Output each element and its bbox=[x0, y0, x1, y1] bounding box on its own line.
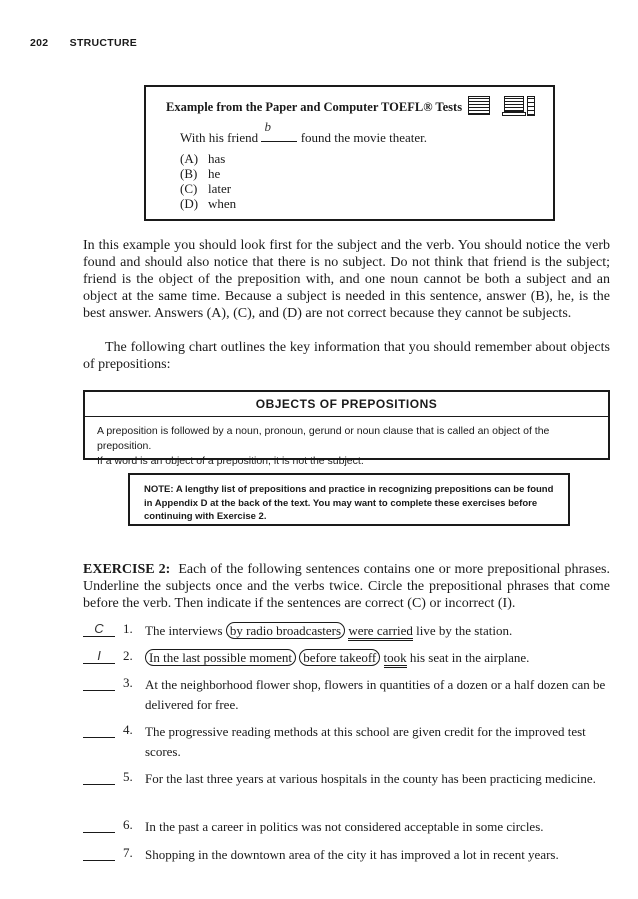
item-number: 3. bbox=[123, 675, 133, 690]
item-sentence: At the neighborhood flower shop, flowers in quantities of a dozen or a half dozen can be delivered for free. bbox=[145, 677, 606, 712]
item-number: 2. bbox=[123, 648, 133, 663]
option-d: (D) when bbox=[180, 196, 237, 211]
exercise-heading: EXERCISE 2: bbox=[83, 562, 171, 577]
page-header bbox=[30, 37, 137, 49]
circled-phrase: In the last possible moment bbox=[145, 649, 296, 666]
objects-box-divider bbox=[85, 416, 608, 417]
item-number: 7. bbox=[123, 845, 133, 860]
page-number: 202 bbox=[30, 37, 49, 49]
item-sentence: In the last possible moment before takeoff took his seat in the airplane. bbox=[145, 648, 610, 668]
verb-double-underline: were carried bbox=[348, 623, 413, 641]
computer-icon bbox=[504, 96, 524, 112]
item-number: 5. bbox=[123, 769, 133, 784]
example-title: Example from the Paper and Computer TOEFL® Tests bbox=[166, 100, 463, 114]
item-sentence: The interviews by radio broadcasters were carried live by the station. bbox=[145, 621, 610, 641]
objects-of-prepositions-box bbox=[83, 390, 610, 467]
objects-rule-2: If a word is an object of a preposition, it is not the subject. bbox=[97, 455, 364, 467]
computer-tower-icon bbox=[527, 96, 535, 116]
sentence-start: With his friend bbox=[180, 130, 262, 145]
explanation-paragraph: In this example you should look first for the subject and the verb. You should notice the verb found and should also notice that there is no subject. Do not think that friend is the subject; friend is the object of the preposition with, and one noun cannot be both a subject and an object at the same time. Because a subject is needed in this sentence, answer (B), he, is the best answer. Answers (A), (C), and (D) are not correct because they cannot be subjects. bbox=[83, 238, 610, 321]
answer-blank-7[interactable] bbox=[83, 845, 115, 861]
circled-phrase: before takeoff bbox=[299, 649, 380, 666]
chart-intro-paragraph: The following chart outlines the key information that you should remember about objects of prepositions: bbox=[83, 340, 610, 372]
item-sentence: For the last three years at various hospitals in the county has been practicing medicine. bbox=[145, 771, 596, 786]
book-icon bbox=[468, 96, 490, 115]
section-title: STRUCTURE bbox=[69, 37, 138, 49]
answer-blank-1[interactable]: C bbox=[83, 621, 115, 637]
option-b: (B) he bbox=[180, 166, 221, 181]
example-options bbox=[180, 151, 236, 211]
answer-blank-3[interactable] bbox=[83, 675, 115, 691]
exercise-instructions bbox=[83, 561, 610, 612]
item-number: 1. bbox=[123, 621, 133, 636]
answer-blank-6[interactable] bbox=[83, 817, 115, 833]
option-c: (C) later bbox=[180, 181, 232, 196]
example-sentence bbox=[180, 119, 428, 146]
item-sentence: The progressive reading methods at this school are given credit for the improved test scores. bbox=[145, 724, 586, 759]
objects-box-text bbox=[97, 424, 597, 469]
item-number: 6. bbox=[123, 817, 133, 832]
exercise-instructions-text: Each of the following sentences contains one or more prepositional phrases. Underline the subjects once and the verbs twice. Circle the prepositional phrases that come before the verb. Then indicate if the sentences are correct (C) or incorrect (I). bbox=[83, 562, 610, 611]
objects-box-title: OBJECTS OF PREPOSITIONS bbox=[255, 397, 438, 411]
example-box bbox=[144, 85, 555, 221]
objects-rule-1: A preposition is followed by a noun, pronoun, gerund or noun clause that is called an object of the preposition. bbox=[97, 425, 550, 452]
note-text: NOTE: A lengthy list of prepositions and practice in recognizing prepositions can be found in Appendix D at the back of the text. You may want to complete these exercises before continuing with Exercise 2. bbox=[144, 484, 554, 522]
option-a: (A) has bbox=[180, 151, 226, 166]
answer-blank bbox=[261, 119, 297, 142]
sentence-end: found the movie theater. bbox=[297, 130, 428, 145]
answer-blank-2[interactable]: I bbox=[83, 648, 115, 664]
verb-double-underline: took bbox=[384, 650, 407, 668]
computer-base-icon bbox=[502, 112, 526, 116]
answer-blank-5[interactable] bbox=[83, 769, 115, 785]
item-number: 4. bbox=[123, 722, 133, 737]
circled-phrase: by radio broadcasters bbox=[226, 622, 345, 639]
item-sentence: Shopping in the downtown area of the city it has improved a lot in recent years. bbox=[145, 847, 559, 862]
note-box bbox=[128, 473, 570, 526]
handwritten-answer: b bbox=[264, 119, 271, 134]
answer-blank-4[interactable] bbox=[83, 722, 115, 738]
item-sentence: In the past a career in politics was not considered acceptable in some circles. bbox=[145, 819, 544, 834]
